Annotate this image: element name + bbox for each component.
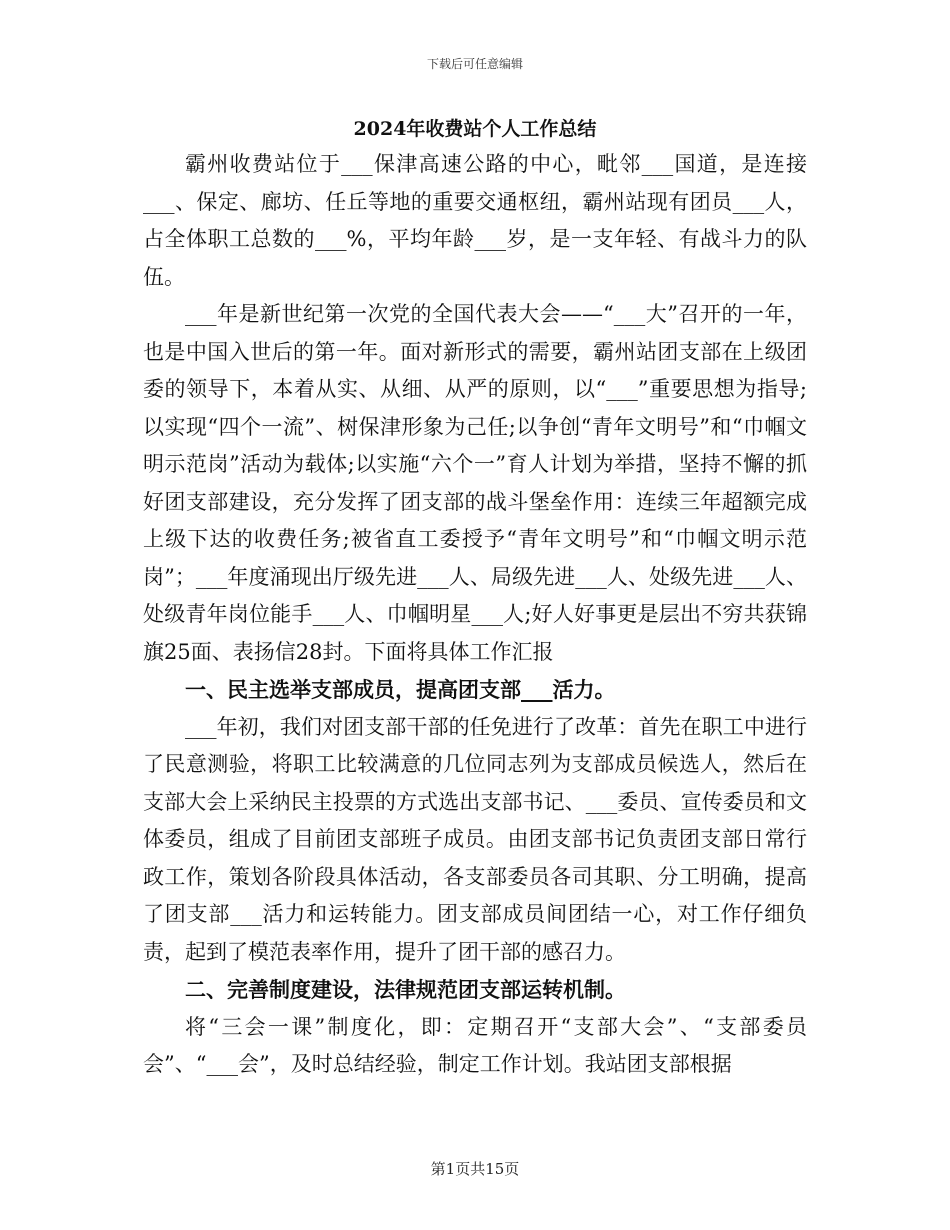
- section-2-paragraph: 将“三会一课”制度化，即：定期召开“支部大会”、“支部委员会”、“___会”，及时总结经验，制定工作计划。我站团支部根据: [143, 1014, 807, 1076]
- section-1-heading: 一、民主选举支部成员，提高团支部___活力。: [185, 677, 616, 702]
- document-body: [143, 146, 807, 1084]
- intro-paragraph: 霸州收费站位于___保津高速公路的中心，毗邻___国道，是连接___、保定、廊坊、任丘等地的重要交通枢纽，霸州站现有团员___人，占全体职工总数的___%，平均年龄___岁，是一支年轻、有战斗力的队伍。: [143, 152, 807, 289]
- header-note: 下载后可任意编辑: [426, 57, 523, 71]
- document-title: 2024年收费站个人工作总结: [353, 118, 597, 140]
- page-number-footer: 第1页共15页: [430, 1160, 520, 1178]
- section-1-paragraph: ___年初，我们对团支部干部的任免进行了改革：首先在职工中进行了民意测验，将职工比较满意的几位同志列为支部成员候选人，然后在支部大会上采纳民主投票的方式选出支部书记、___委员、宣传委员和文体委员，组成了目前团支部班子成员。由团支部书记负责团支部日常行政工作，策划各阶段具体活动，各支部委员各司其职、分工明确，提高了团支部___活力和运转能力。团支部成员间团结一心，对工作仔细负责，起到了模范表率作用，提升了团干部的感召力。: [143, 714, 807, 964]
- section-2-heading: 二、完善制度建设，法律规范团支部运转机制。: [185, 977, 626, 1002]
- overview-paragraph: ___年是新世纪第一次党的全国代表大会——“___大”召开的一年，也是中国入世后的第一年。面对新形式的需要，霸州站团支部在上级团委的领导下，本着从实、从细、从严的原则，以“___”重要思想为指导;以实现“四个一流”、树保津形象为己任;以争创“青年文明号”和“巾帼文明示范岗”活动为载体;以实施“六个一”育人计划为举措，坚持不懈的抓好团支部建设，充分发挥了团支部的战斗堡垒作用：连续三年超额完成上级下达的收费任务;被省直工委授予“青年文明号”和“巾帼文明示范岗”；___年度涌现出厅级先进___人、局级先进___人、处级先进___人、处级青年岗位能手___人、巾帼明星___人;好人好事更是层出不穷共获锦旗25面、表扬信28封。下面将具体工作汇报: [143, 302, 807, 664]
